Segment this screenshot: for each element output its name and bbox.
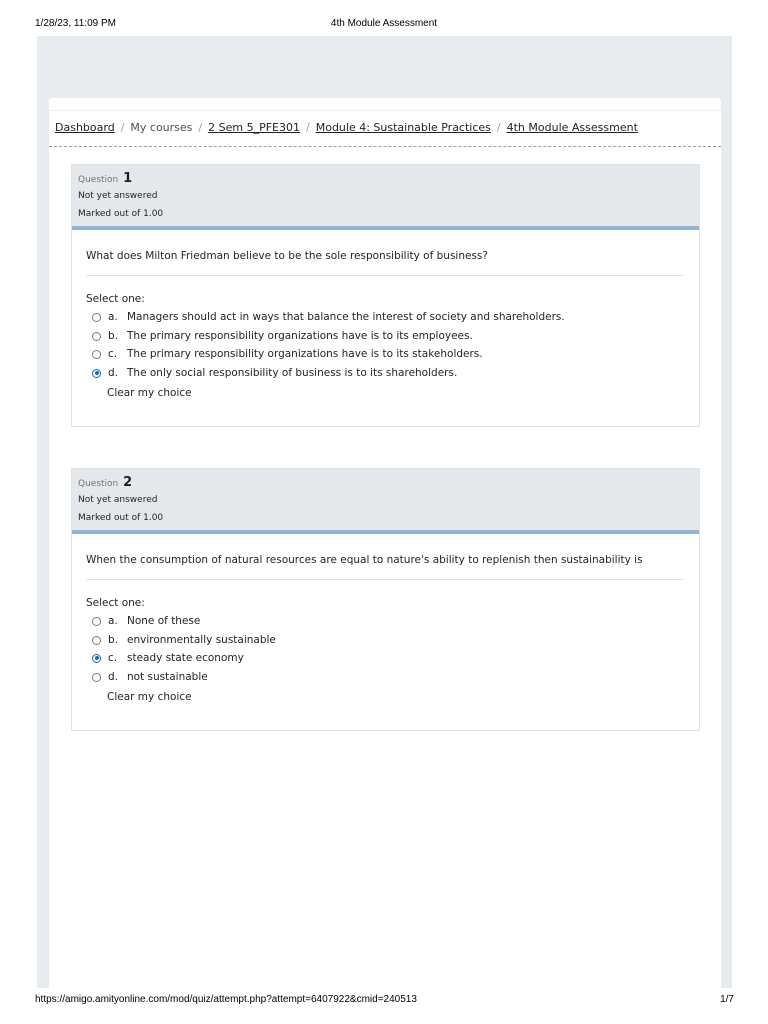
option-letter: a. xyxy=(108,615,118,627)
option-2c[interactable] xyxy=(92,650,244,666)
question-label-text: Question xyxy=(78,479,119,489)
option-text: None of these xyxy=(127,615,201,627)
question-grade: Marked out of 1.00 xyxy=(78,209,164,219)
print-header xyxy=(0,0,768,34)
print-datetime: 1/28/23, 11:09 PM xyxy=(35,18,116,29)
question-text: What does Milton Friedman believe to be the sole responsibility of business? xyxy=(86,250,488,262)
page-url: https://amigo.amityonline.com/mod/quiz/attempt.php?attempt=6407922&cmid=240513 xyxy=(35,994,417,1005)
radio-button[interactable] xyxy=(92,636,101,645)
question-number: 2 xyxy=(123,475,133,490)
question-info xyxy=(72,469,699,534)
radio-button[interactable] xyxy=(92,673,101,682)
question-number: 1 xyxy=(123,171,133,186)
question-card-2 xyxy=(71,468,700,731)
question-state: Not yet answered xyxy=(78,191,158,201)
option-text: Managers should act in ways that balance the interest of society and shareholders. xyxy=(127,311,565,323)
option-2a[interactable] xyxy=(92,613,200,629)
radio-button[interactable] xyxy=(92,313,101,322)
question-text: When the consumption of natural resources are equal to nature's ability to replenish then sustainability is xyxy=(86,554,643,566)
breadcrumb-course[interactable]: 2 Sem 5_PFE301 xyxy=(208,120,300,134)
breadcrumb-separator: / xyxy=(120,120,125,134)
page-number: 1/7 xyxy=(720,994,734,1005)
breadcrumb-assessment[interactable]: 4th Module Assessment xyxy=(506,120,638,134)
question-label xyxy=(78,475,132,490)
breadcrumb-my-courses: My courses xyxy=(130,120,193,134)
question-state: Not yet answered xyxy=(78,495,158,505)
breadcrumb-dashboard[interactable]: Dashboard xyxy=(55,120,115,134)
print-title: 4th Module Assessment xyxy=(330,18,438,29)
radio-button-checked[interactable] xyxy=(92,369,101,378)
option-1d[interactable] xyxy=(92,365,457,381)
select-one-prompt: Select one: xyxy=(86,597,145,609)
radio-button[interactable] xyxy=(92,617,101,626)
question-divider xyxy=(86,275,685,276)
option-letter: d. xyxy=(108,367,119,379)
print-footer xyxy=(0,992,768,1012)
option-text: steady state economy xyxy=(127,652,244,664)
option-letter: b. xyxy=(108,330,119,342)
question-label-text: Question xyxy=(78,175,119,185)
option-text: The only social responsibility of business is to its shareholders. xyxy=(127,367,458,379)
radio-button-checked[interactable] xyxy=(92,654,101,663)
option-1a[interactable] xyxy=(92,309,565,325)
question-grade: Marked out of 1.00 xyxy=(78,513,164,523)
breadcrumb-separator: / xyxy=(306,120,310,134)
option-text: environmentally sustainable xyxy=(127,634,276,646)
select-one-prompt: Select one: xyxy=(86,293,145,305)
option-letter: c. xyxy=(108,652,118,664)
question-label xyxy=(78,171,132,186)
option-text: The primary responsibility organizations have is to its stakeholders. xyxy=(127,348,483,360)
option-text: The primary responsibility organizations have is to its employees. xyxy=(127,330,473,342)
option-1c[interactable] xyxy=(92,346,483,362)
option-letter: b. xyxy=(108,634,119,646)
question-divider xyxy=(86,579,685,580)
radio-button[interactable] xyxy=(92,332,101,341)
header-divider xyxy=(49,146,721,147)
breadcrumb xyxy=(49,110,721,143)
clear-choice-button[interactable]: Clear my choice xyxy=(107,691,192,703)
option-2b[interactable] xyxy=(92,632,276,648)
option-letter: d. xyxy=(108,671,119,683)
question-card-1 xyxy=(71,164,700,427)
option-letter: c. xyxy=(108,348,118,360)
option-1b[interactable] xyxy=(92,328,473,344)
option-letter: a. xyxy=(108,311,118,323)
breadcrumb-separator: / xyxy=(496,120,501,134)
option-text: not sustainable xyxy=(127,671,208,683)
radio-button[interactable] xyxy=(92,350,101,359)
clear-choice-button[interactable]: Clear my choice xyxy=(107,387,192,399)
breadcrumb-separator: / xyxy=(198,120,203,134)
question-info xyxy=(72,165,699,230)
breadcrumb-module[interactable]: Module 4: Sustainable Practices xyxy=(315,120,491,134)
option-2d[interactable] xyxy=(92,669,208,685)
